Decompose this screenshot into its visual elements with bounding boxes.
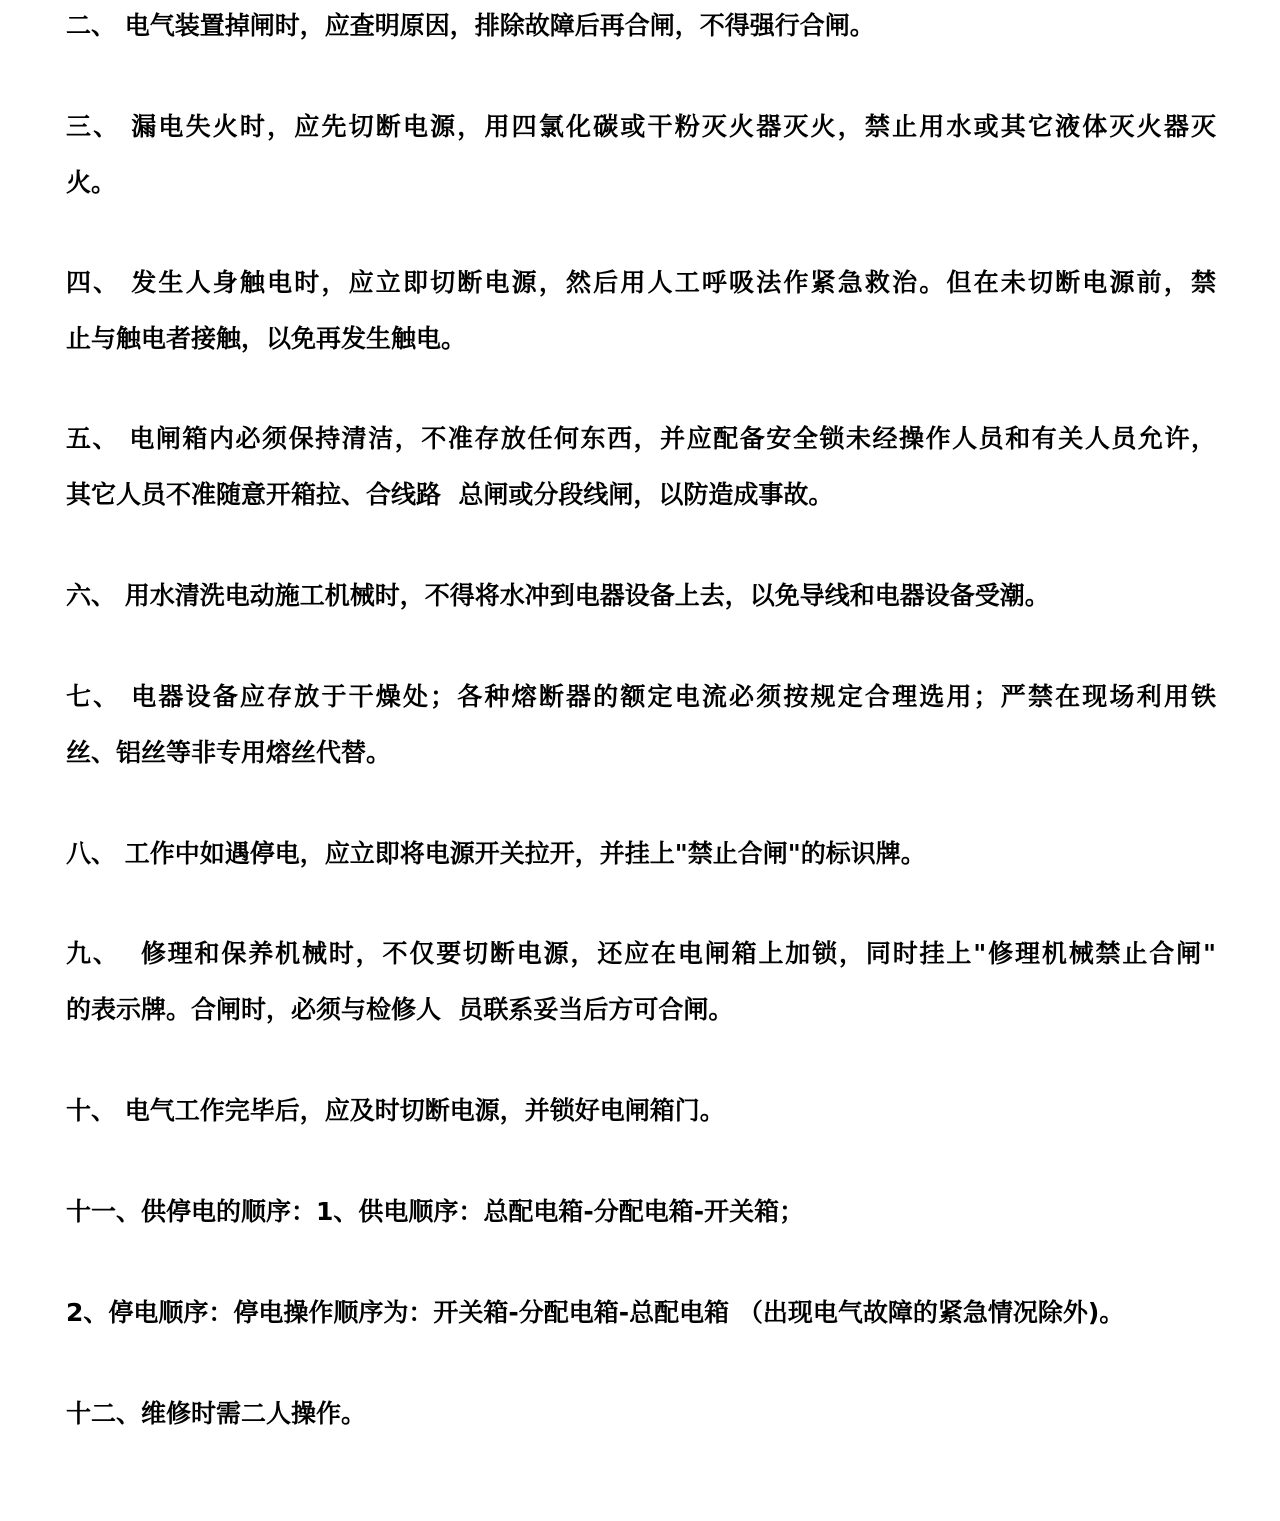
paragraph-7 bbox=[66, 669, 1216, 781]
paragraph-3 bbox=[66, 99, 1216, 211]
paragraph-line: 八、 工作中如遇停电，应立即将电源开关拉开，并挂上"禁止合闸"的标识牌。 bbox=[66, 839, 926, 868]
paragraph-2 bbox=[66, 0, 1216, 54]
paragraph-line: 七、 电器设备应存放于干燥处；各种熔断器的额定电流必须按规定合理选用；严禁在现场利用铁 bbox=[66, 682, 1216, 711]
paragraph-line: 其它人员不准随意开箱拉、合线路 总闸或分段线闸，以防造成事故。 bbox=[66, 480, 834, 509]
paragraph-line: 2、停电顺序：停电操作顺序为：开关箱-分配电箱-总配电箱 （出现电气故障的紧急情况除外)。 bbox=[66, 1298, 1125, 1327]
paragraph-12 bbox=[66, 1386, 1216, 1442]
paragraph-line: 的表示牌。合闸时，必须与检修人 员联系妥当后方可合闸。 bbox=[66, 995, 734, 1024]
paragraph-line: 火。 bbox=[66, 168, 117, 197]
paragraph-6 bbox=[66, 568, 1216, 624]
paragraph-line: 九、 修理和保养机械时，不仅要切断电源，还应在电闸箱上加锁，同时挂上"修理机械禁止合闸" bbox=[66, 939, 1216, 968]
paragraph-11 bbox=[66, 1184, 1216, 1240]
paragraph-5 bbox=[66, 411, 1216, 523]
paragraph-line: 十一、供停电的顺序：1、供电顺序：总配电箱-分配电箱-开关箱； bbox=[66, 1197, 805, 1226]
paragraph-line: 五、 电闸箱内必须保持清洁，不准存放任何东西，并应配备安全锁未经操作人员和有关人员允许， bbox=[66, 424, 1216, 453]
paragraph-4 bbox=[66, 255, 1216, 367]
paragraph-line: 十二、维修时需二人操作。 bbox=[66, 1399, 367, 1428]
paragraph-line: 止与触电者接触，以免再发生触电。 bbox=[66, 324, 467, 353]
paragraph-line: 三、 漏电失火时，应先切断电源，用四氯化碳或干粉灭火器灭火，禁止用水或其它液体灭火器灭 bbox=[66, 112, 1216, 141]
paragraph-line: 十、 电气工作完毕后，应及时切断电源，并锁好电闸箱门。 bbox=[66, 1096, 725, 1125]
paragraph-line: 丝、铝丝等非专用熔丝代替。 bbox=[66, 738, 392, 767]
paragraph-10 bbox=[66, 1083, 1216, 1139]
paragraph-line: 二、 电气装置掉闸时，应查明原因，排除故障后再合闸，不得强行合闸。 bbox=[66, 11, 875, 40]
paragraph-line: 四、 发生人身触电时，应立即切断电源，然后用人工呼吸法作紧急救治。但在未切断电源前，禁 bbox=[66, 268, 1216, 297]
paragraph-9 bbox=[66, 926, 1216, 1038]
paragraph-line: 六、 用水清洗电动施工机械时，不得将水冲到电器设备上去，以免导线和电器设备受潮。 bbox=[66, 581, 1050, 610]
paragraph-11-continued bbox=[66, 1285, 1216, 1341]
paragraph-8 bbox=[66, 826, 1216, 882]
